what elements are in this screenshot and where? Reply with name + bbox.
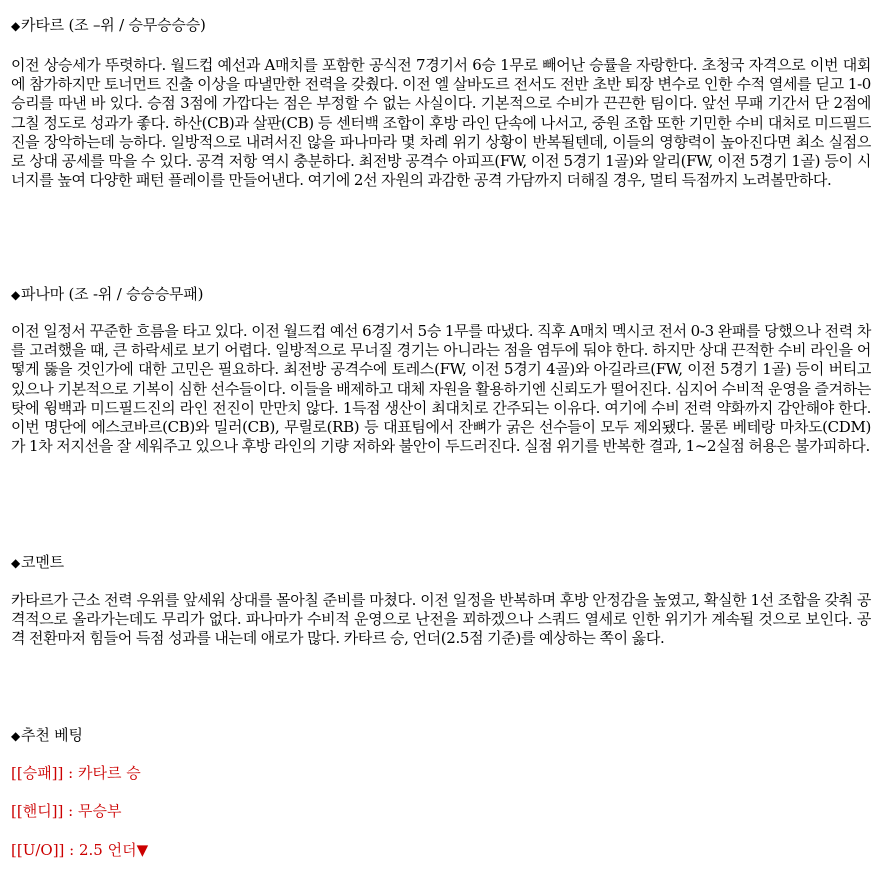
recommend-value: 카타르 승 [77, 764, 141, 782]
recommend-value: 무승부 [77, 802, 122, 820]
section-heading-recommend [11, 725, 83, 746]
recommend-label: [[승패]] : [11, 764, 78, 782]
recommend-value: 2.5 언더▼ [79, 841, 149, 859]
section-heading-qatar [11, 15, 206, 36]
qatar-analysis-paragraph: 이전 상승세가 뚜렷하다. 월드컵 예선과 A매치를 포함한 공식전 7경기서 6승 1무로 빼어난 승률을 자랑한다. 초청국 자격으로 이번 대회에 참가하지만 토너먼트 진출 이상을 따낼만한 전력을 갖췄다. 이전 엘 살바도르 전서도 전반 초반 퇴장 변수로 인한 수적 열세를 딛고 1-0 승리를 따낸 바 있다. 승점 3점에 가깝다는 점은 부정할 수 없는 사실이다. 기본적으로 수비가 끈끈한 팀이다. 앞선 무패 기간서 단 2점에 그칠 정도로 성과가 좋다. 하산(CB)과 살판(CB) 등 센터백 조합이 후방 라인 단속에 나서고, 중원 조합 또한 기민한 수비 대처로 미드필드진을 장악하는데 능하다. 일방적으로 내려서진 않을 파나마라 몇 차례 위기 상황이 반복될텐데, 이들의 영향력이 높아진다면 최소 실점으로 상대 공세를 막을 수 있다. 공격 저항 역시 충분하다. 최전방 공격수 아피프(FW, 이전 5경기 1골)와 알리(FW, 이전 5경기 1골) 등이 시너지를 높여 다양한 패턴 플레이를 만들어낸다. 여기에 2선 자원의 과감한 공격 가담까지 더해질 경우, 멀티 득점까지 노려볼만하다. [11, 56, 871, 190]
panama-heading-text: 파나마 (조 -위 / 승승승무패) [21, 285, 204, 303]
recommend-item-handicap [11, 801, 121, 821]
comment-paragraph: 카타르가 근소 전력 우위를 앞세워 상대를 몰아칠 준비를 마쳤다. 이전 일정을 반복하며 후방 안정감을 높였고, 확실한 1선 조합을 갖춰 공격적으로 올라가는데도 무리가 없다. 파나마가 수비적 운영으로 난전을 꾀하겠으나 스쿼드 열세로 인한 위기가 계속될 것으로 보인다. 공격 전환마저 힘들어 득점 성과를 내는데 애로가 많다. 카타르 승, 언더(2.5점 기준)를 예상하는 쪽이 옳다. [11, 591, 871, 648]
recommend-item-result [11, 763, 141, 783]
diamond-icon: ◆ [11, 556, 21, 570]
section-heading-comment [11, 552, 64, 573]
section-heading-panama [11, 284, 203, 305]
recommend-heading-text: 추천 베팅 [21, 726, 83, 744]
panama-analysis-paragraph: 이전 일정서 꾸준한 흐름을 타고 있다. 이전 월드컵 예선 6경기서 5승 1무를 따냈다. 직후 A매치 멕시코 전서 0-3 완패를 당했으나 전력 차를 고려했을 때, 큰 하락세로 보기 어렵다. 일방적으로 무너질 경기는 아니라는 점을 염두에 둬야 한다. 하지만 상대 끈적한 수비 라인을 어떻게 뚫을 것인가에 대한 고민은 필요하다. 최전방 공격수에 토레스(FW, 이전 5경기 4골)와 아길라르(FW, 이전 5경기 1골) 등이 버티고 있으나 기본적으로 기복이 심한 선수들이다. 이들을 배제하고 대체 자원을 활용하기엔 신뢰도가 떨어진다. 심지어 수비적 운영을 즐겨하는 탓에 윙백과 미드필드진의 라인 전진이 만만치 않다. 1득점 생산이 최대치로 간주되는 이유다. 여기에 수비 전력 약화까지 감안해야 한다. 이번 명단에 에스코바르(CB)와 밀러(CB), 무릴로(RB) 등 대표팀에서 잔뼈가 굵은 선수들이 모두 제외됐다. 물론 베테랑 마차도(CDM)가 1차 저지선을 잘 세워주고 있으나 후방 라인의 기량 저하와 불안이 두드러진다. 실점 위기를 반복한 결과, 1~2실점 허용은 불가피하다. [11, 322, 871, 456]
recommend-item-under-over [11, 840, 148, 860]
recommend-label: [[핸디]] : [11, 802, 78, 820]
diamond-icon: ◆ [11, 19, 21, 33]
recommend-label: [[U/O]] : [11, 841, 79, 859]
comment-heading-text: 코멘트 [21, 553, 64, 571]
diamond-icon: ◆ [11, 729, 21, 743]
diamond-icon: ◆ [11, 288, 21, 302]
qatar-heading-text: 카타르 (조 –위 / 승무승승승) [21, 16, 206, 34]
